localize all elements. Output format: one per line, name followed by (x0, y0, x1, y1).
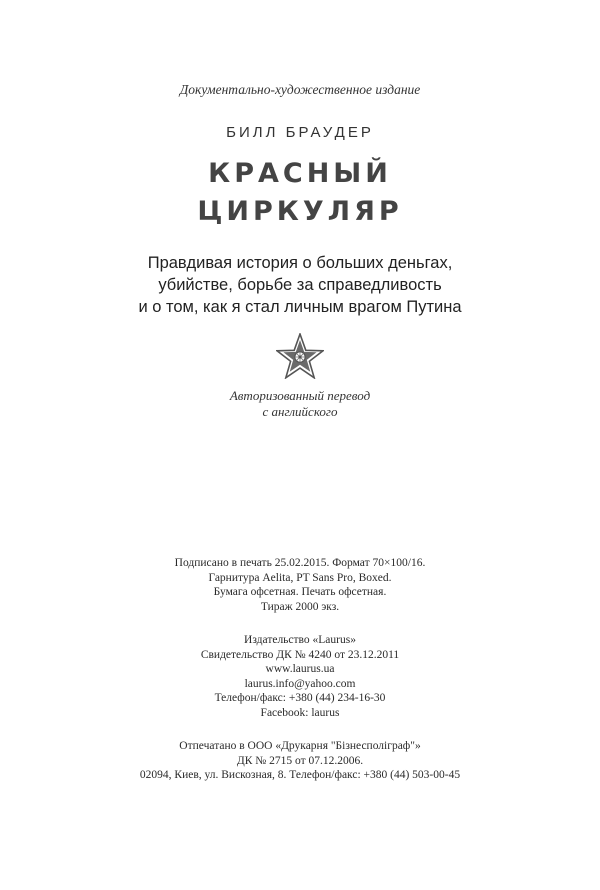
publisher-phone: Телефон/факс: +380 (44) 234-16-30 (214, 692, 386, 705)
publisher-info-line: Издательство «Laurus» (244, 634, 356, 646)
printer-info (0, 739, 600, 783)
book-subtitle (0, 252, 600, 318)
subtitle-line: и о том, как я стал личным врагом Путина (138, 298, 462, 316)
subtitle-line: Правдивая история о больших деньгах, (147, 254, 453, 272)
publisher-website: www.laurus.ua (265, 663, 335, 676)
book-title-line-2: ЦИРКУЛЯР (197, 196, 403, 227)
publisher-facebook: Facebook: laurus (260, 706, 340, 719)
translation-note (0, 388, 600, 420)
subtitle-line: убийстве, борьбе за справедливость (158, 276, 442, 294)
print-info (0, 556, 600, 614)
print-info-line: Бумага офсетная. Печать офсетная. (213, 586, 387, 599)
print-info-line: Гарнитура Aelita, PT Sans Pro, Boxed. (208, 571, 392, 584)
publisher-info-line: Свидетельство ДК № 4240 от 23.12.2011 (200, 648, 400, 661)
print-info-line: Подписано в печать 25.02.2015. Формат 70×100/16. (174, 557, 426, 569)
printer-info-line: Отпечатано в ООО «Друкарня "Бізнесполіграф"» (179, 740, 421, 752)
printer-info-line: 02094, Киев, ул. Вискозная, 8. Телефон/факс: +380 (44) 503-00-45 (139, 769, 461, 782)
book-title-line-1: КРАСНЫЙ (208, 158, 392, 189)
print-info-line: Тираж 2000 экз. (260, 600, 340, 613)
publisher-email: laurus.info@yahoo.com (244, 677, 356, 690)
translation-line: с английского (262, 404, 338, 419)
genre-label: Документально-художественное издание (179, 82, 421, 97)
author-name: БИЛЛ БРАУДЕР (226, 124, 374, 141)
printer-info-line: ДК № 2715 от 07.12.2006. (236, 754, 364, 767)
star-icon (276, 333, 324, 379)
publisher-info (0, 633, 600, 721)
translation-line: Авторизованный перевод (229, 388, 371, 403)
